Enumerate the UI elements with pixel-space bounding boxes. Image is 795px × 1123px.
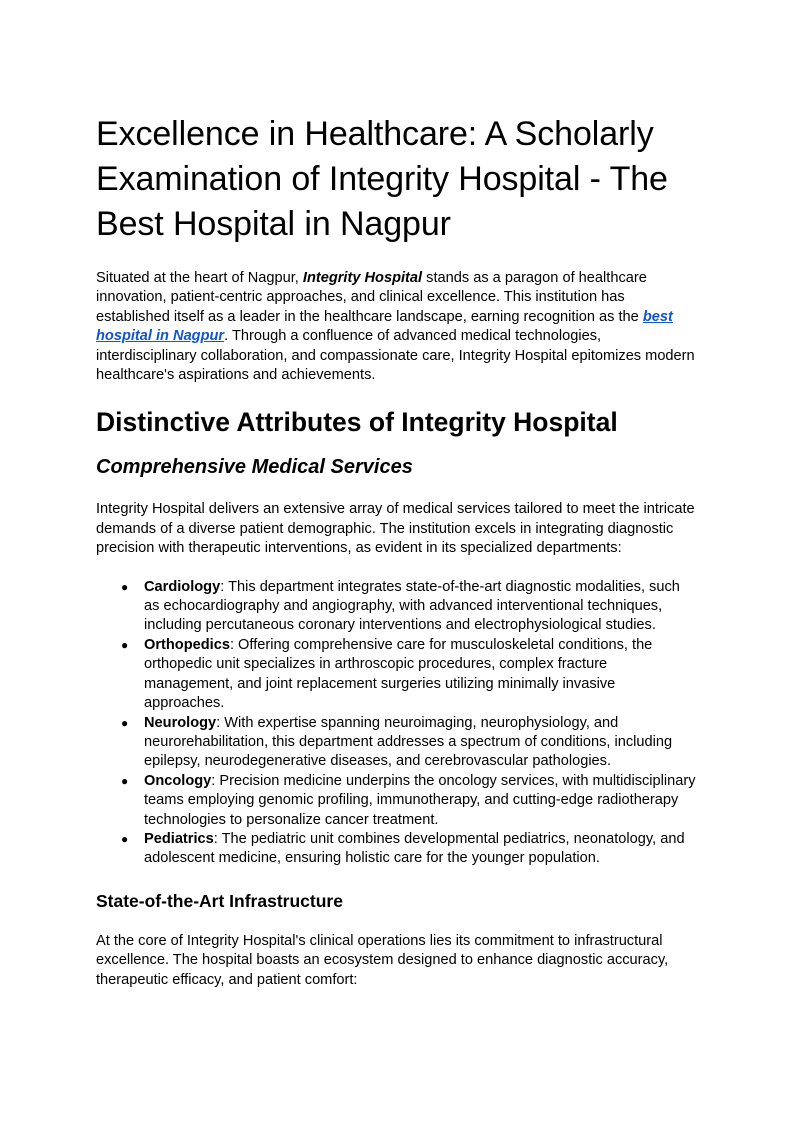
intro-text-2: stands as a paragon of healthcare innovation, patient-centric approaches, and clinical excellence. This institution has established itself as a leader in the healthcare landscape, earning recognition as the [96,270,647,325]
intro-text-3: . Through a confluence of advanced medical technologies, interdisciplinary collaboration, and compassionate care, Integrity Hospital epitomizes modern healthcare's aspirations and achievements. [96,328,695,384]
infrastructure-lead-paragraph: At the core of Integrity Hospital's clinical operations lies its commitment to infrastructural excellence. The hospital boasts an ecosystem designed to enhance diagnostic accuracy, therapeutic efficacy, and patient comfort: [96,932,669,988]
services-list [96,578,699,869]
page-title: Excellence in Healthcare: A Scholarly Examination of Integrity Hospital - The Best Hospital in Nagpur [96,115,668,243]
list-item [121,636,699,714]
services-heading: Comprehensive Medical Services [96,456,413,479]
service-description: : Offering comprehensive care for musculoskeletal conditions, the orthopedic unit specializes in arthroscopic procedures, complex fracture management, and joint replacement surgeries utilizing minimally invasive approaches. [144,636,653,712]
service-description: : Precision medicine underpins the oncology services, with multidisciplinary teams employing genomic profiling, immunotherapy, and cutting-edge radiotherapy technologies to personalize cancer treatment. [144,772,696,828]
bullet-icon: ● [121,831,129,846]
bullet-icon: ● [121,715,129,730]
service-description: : With expertise spanning neuroimaging, neurophysiology, and neurorehabilitation, this department addresses a spectrum of conditions, including epilepsy, neurodegenerative diseases, and cerebrovascular pathologies. [144,714,673,770]
service-description: : This department integrates state-of-the-art diagnostic modalities, such as echocardiography and angiography, with advanced interventional techniques, including percutaneous coronary interventions and electrophysiological studies. [144,578,680,634]
service-description: : The pediatric unit combines developmental pediatrics, neonatology, and adolescent medicine, ensuring holistic care for the younger population. [144,830,685,867]
section-heading: Distinctive Attributes of Integrity Hospital [96,407,618,438]
infrastructure-heading: State-of-the-Art Infrastructure [96,890,343,911]
bullet-icon: ● [121,637,129,652]
services-lead-paragraph: Integrity Hospital delivers an extensive array of medical services tailored to meet the intricate demands of a diverse patient demographic. The institution excels in integrating diagnostic precision with therapeutic interventions, as evident in its specialized departments: [96,501,695,557]
service-name: Pediatrics [144,830,214,847]
intro-text-1: Situated at the heart of Nagpur, [96,270,303,286]
bullet-icon: ● [121,773,129,788]
service-name: Neurology [144,714,217,731]
list-item [121,830,699,869]
intro-paragraph [96,269,699,385]
best-hospital-link[interactable]: best hospital in Nagpur [96,308,673,345]
hospital-name-emphasis: Integrity Hospital [302,270,423,286]
list-item [121,714,699,772]
list-item [121,772,699,830]
list-item [121,578,699,636]
service-name: Orthopedics [144,636,230,653]
service-name: Oncology [144,772,212,789]
service-name: Cardiology [144,578,221,595]
bullet-icon: ● [121,579,129,594]
